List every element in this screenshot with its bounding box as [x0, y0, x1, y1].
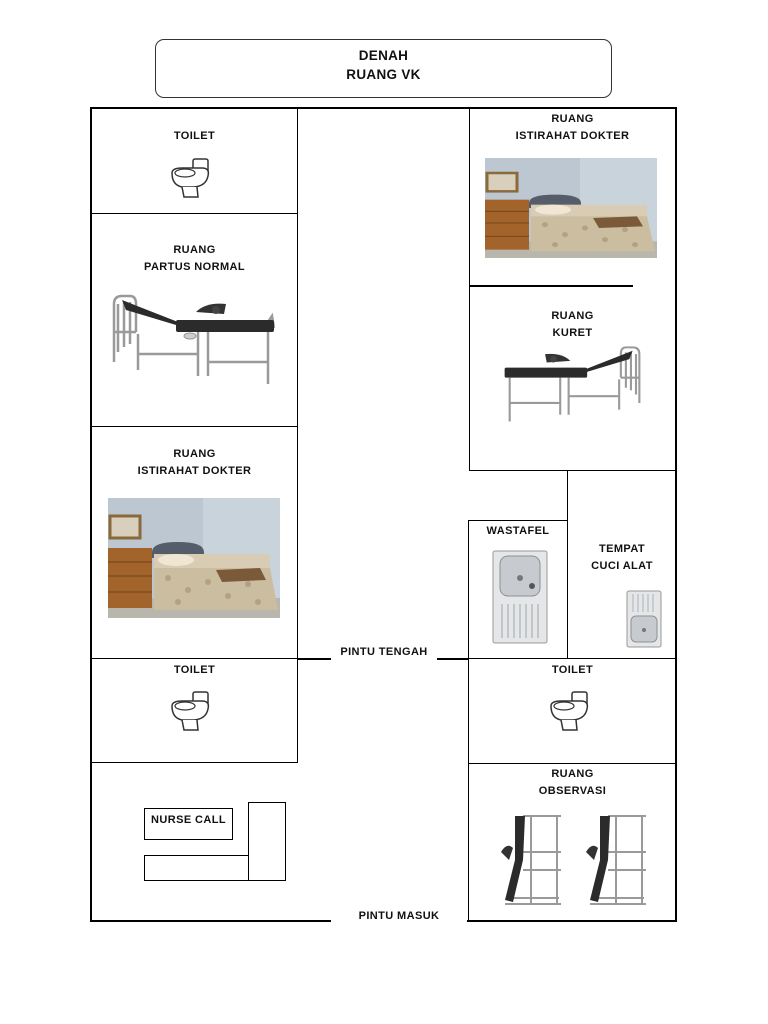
- sink-icon: [626, 590, 662, 648]
- wall-v: [468, 520, 469, 922]
- room-istirahat-left-line2: ISTIRAHAT DOKTER: [137, 465, 252, 477]
- wall-left-col: [297, 108, 298, 763]
- wall-left: [90, 107, 92, 922]
- wall-h: [90, 658, 298, 659]
- delivery-bed-icon: [108, 292, 280, 387]
- toilet-icon: [547, 689, 593, 733]
- observation-bed-icon: [497, 812, 565, 908]
- wall-h: [90, 426, 298, 427]
- title-line-1: DENAH: [358, 48, 409, 63]
- door-mark: [297, 658, 331, 660]
- nurse-call-label: NURSE CALL: [151, 814, 226, 826]
- nurse-call-box: [144, 808, 233, 840]
- title-line-2: RUANG VK: [346, 67, 421, 82]
- wall-h: [469, 470, 676, 471]
- wall-right-col: [469, 108, 470, 471]
- wall-h: [468, 763, 676, 764]
- delivery-bed-icon: [497, 344, 647, 424]
- room-observasi-line1: RUANG: [551, 768, 594, 780]
- wall-h: [469, 285, 633, 287]
- toilet-icon: [168, 689, 214, 733]
- wall-h: [90, 762, 298, 763]
- wall-h: [90, 213, 298, 214]
- room-cuci-alat-line2: CUCI ALAT: [591, 560, 653, 572]
- room-toilet-mid-left: TOILET: [173, 664, 216, 676]
- room-cuci-alat-line1: TEMPAT: [599, 543, 645, 555]
- door-pintu-masuk: PINTU MASUK: [358, 910, 440, 922]
- desk-vertical: [248, 802, 286, 881]
- wall-h: [468, 520, 567, 521]
- room-wastafel: WASTAFEL: [486, 525, 550, 537]
- room-istirahat-right-line2: ISTIRAHAT DOKTER: [515, 130, 630, 142]
- room-partus-normal-line1: RUANG: [173, 244, 216, 256]
- bedroom-photo: [485, 158, 657, 258]
- wall-bottom-right: [467, 920, 677, 922]
- room-toilet-top-left: TOILET: [173, 130, 216, 142]
- room-kuret-line1: RUANG: [551, 310, 594, 322]
- title-box: [155, 39, 612, 98]
- desk-horizontal: [144, 855, 249, 881]
- wall-h: [468, 658, 676, 659]
- door-mark: [437, 658, 469, 660]
- observation-bed-icon: [582, 812, 650, 908]
- bedroom-photo: [108, 498, 280, 618]
- wall-right: [675, 107, 677, 922]
- sink-icon: [492, 550, 548, 644]
- room-istirahat-left-line1: RUANG: [173, 448, 216, 460]
- room-observasi-line2: OBSERVASI: [538, 785, 607, 797]
- door-pintu-tengah: PINTU TENGAH: [340, 646, 428, 658]
- room-kuret-line2: KURET: [552, 327, 593, 339]
- room-istirahat-right-line1: RUANG: [551, 113, 594, 125]
- room-toilet-mid-right: TOILET: [551, 664, 594, 676]
- wall-bottom-left: [90, 920, 331, 922]
- toilet-icon: [168, 156, 214, 200]
- wall-top: [90, 107, 677, 109]
- room-partus-normal-line2: PARTUS NORMAL: [144, 261, 245, 273]
